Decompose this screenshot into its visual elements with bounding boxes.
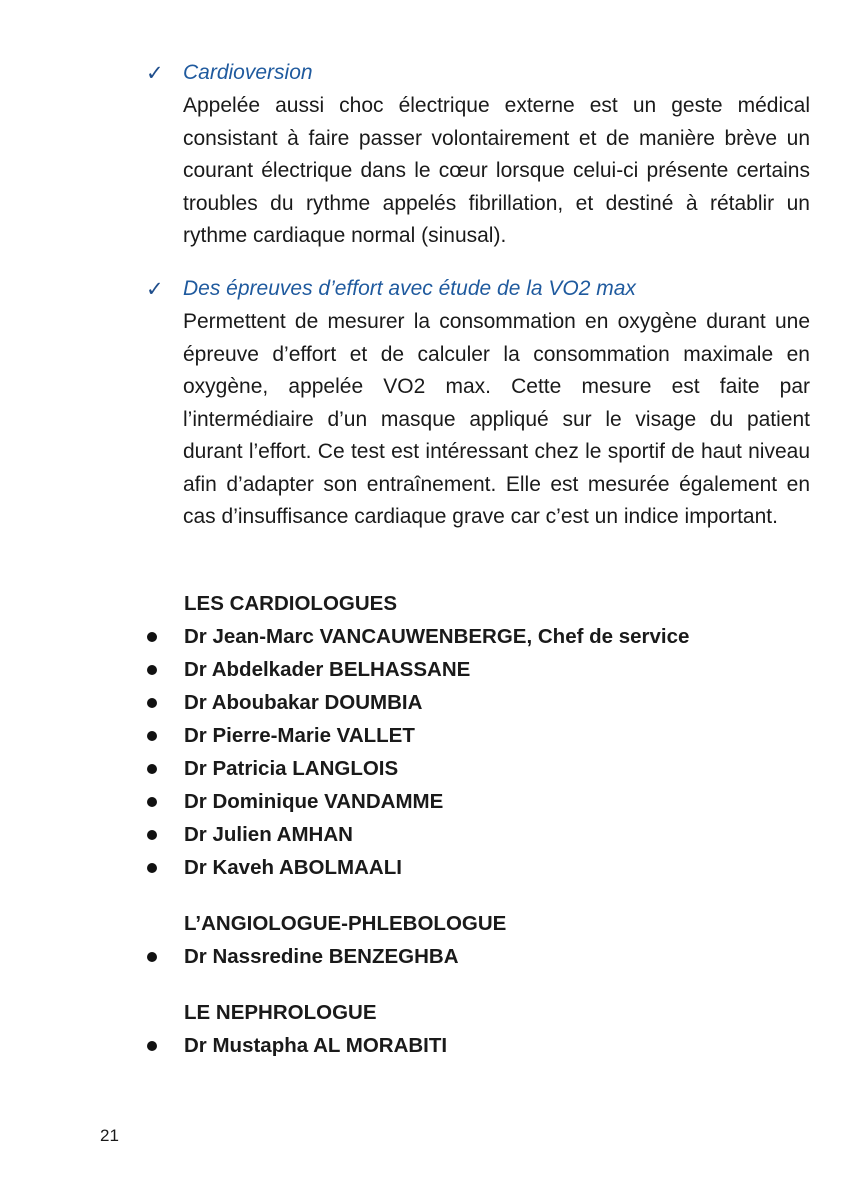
staff-group-angiologue [140,907,820,973]
staff-name: Dr Abdelkader BELHASSANE [184,658,471,681]
bullet-icon [147,731,157,741]
staff-list-item [140,719,820,752]
bullet-icon [147,952,157,962]
staff-list-item [140,940,820,973]
bullet-icon [147,1041,157,1051]
staff-name: Dr Julien AMHAN [184,823,353,846]
section-header [146,58,810,90]
staff-list-item [140,686,820,719]
staff-list-item [140,752,820,785]
section-body: Permettent de mesurer la consommation en oxygène durant une épreuve d’effort et de calculer la consommation maximale en oxygène, appelée VO2 max. Cette mesure est faite par l’intermédiaire d’un masque appliqué sur le visage du patient durant l’effort. Ce test est intéressant chez le sportif de haut niveau afin d’adapter son entraînement. Elle est mesurée également en cas d’insuffisance cardiaque grave car c’est un indice important. [183,310,810,528]
section-title: Des épreuves d’effort avec étude de la VO2 max [183,277,636,300]
bullet-icon [147,698,157,708]
section-title: Cardioversion [183,61,313,84]
staff-list-item [140,851,820,884]
staff-name: Dr Aboubakar DOUMBIA [184,691,423,714]
checkmark-icon: ✓ [146,277,164,301]
section-body: Appelée aussi choc électrique externe est un geste médical consistant à faire passer volontairement et de manière brève un courant électrique dans le cœur lorsque celui-ci présente certains troubles du rythme appelés fibrillation, et destiné à rétablir un rythme cardiaque normal (sinusal). [183,94,810,247]
section-cardioversion [146,58,810,253]
staff-list-item [140,620,820,653]
group-heading: LE NEPHROLOGUE [184,1001,377,1024]
section-header [146,274,810,306]
group-heading: L’ANGIOLOGUE-PHLEBOLOGUE [184,912,507,935]
staff-name: Dr Dominique VANDAMME [184,790,444,813]
staff-group-cardiologues [140,587,820,884]
section-vo2max [146,274,810,534]
checkmark-icon: ✓ [146,61,164,85]
staff-list-item [140,653,820,686]
staff-name: Dr Kaveh ABOLMAALI [184,856,402,879]
bullet-icon [147,863,157,873]
staff-name: Dr Mustapha AL MORABITI [184,1034,448,1057]
staff-name: Dr Jean-Marc VANCAUWENBERGE, Chef de service [184,625,690,648]
bullet-icon [147,764,157,774]
staff-list-item [140,818,820,851]
bullet-icon [147,632,157,642]
page-number: 21 [100,1126,119,1145]
staff-list-item [140,1029,820,1062]
bullet-icon [147,665,157,675]
group-heading: LES CARDIOLOGUES [184,592,397,615]
staff-name: Dr Pierre-Marie VALLET [184,724,415,747]
bullet-icon [147,830,157,840]
bullet-icon [147,797,157,807]
staff-list-item [140,785,820,818]
staff-name: Dr Patricia LANGLOIS [184,757,399,780]
staff-group-nephrologue [140,996,820,1062]
staff-name: Dr Nassredine BENZEGHBA [184,945,459,968]
